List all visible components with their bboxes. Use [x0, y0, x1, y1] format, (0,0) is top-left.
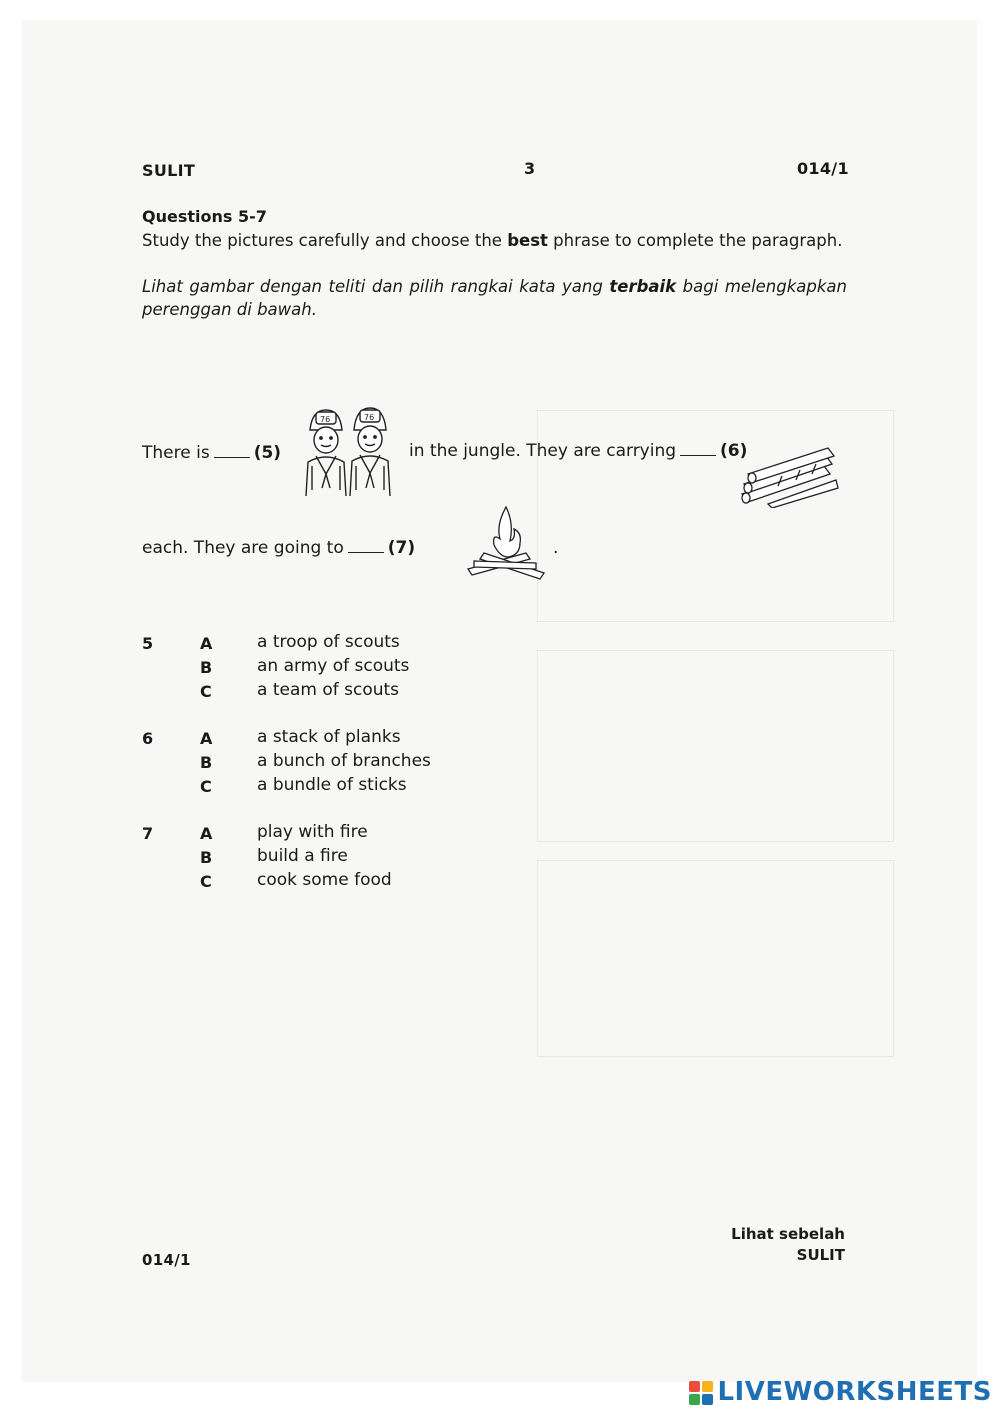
question-6-option-a-letter[interactable]: A	[200, 729, 213, 748]
question-7-option-c-text[interactable]: cook some food	[257, 870, 392, 890]
question-5-option-b-letter[interactable]: B	[200, 658, 213, 677]
scouts-illustration	[298, 404, 400, 498]
question-5-number: 5	[142, 634, 154, 653]
question-6-option-b-letter[interactable]: B	[200, 753, 213, 772]
instruction-malay-post: bagi melengkapkan perenggan di bawah.	[142, 277, 847, 319]
instruction-malay-pre: Lihat gambar dengan teliti dan pilih rangkai kata yang	[142, 277, 610, 296]
footer-right	[700, 1224, 845, 1266]
blank-5-label: (5)	[253, 443, 282, 463]
instruction-english	[142, 229, 847, 252]
show-through-box	[537, 650, 894, 842]
paragraph-text-2: in the jungle. They are carrying	[409, 441, 677, 461]
question-5-option-b-text[interactable]: an army of scouts	[257, 656, 410, 676]
liveworksheets-brand-text: LIVEWORKSHEETS	[717, 1377, 992, 1407]
question-7-option-c-letter[interactable]: C	[200, 872, 212, 891]
campfire-illustration	[466, 503, 548, 583]
paragraph-line-1	[142, 443, 281, 463]
liveworksheets-logo-icon	[689, 1381, 713, 1405]
footer-code: 014/1	[142, 1251, 191, 1269]
paragraph-line-2	[142, 538, 415, 558]
instruction-english-pre: Study the pictures carefully and choose the	[142, 231, 508, 250]
paragraph-text-3: each. They are going to	[142, 538, 344, 558]
question-6-option-a-text[interactable]: a stack of planks	[257, 727, 401, 747]
paragraph-line-1b	[409, 441, 747, 461]
question-7-option-a-text[interactable]: play with fire	[257, 822, 368, 842]
instruction-english-bold: best	[507, 231, 548, 250]
question-6-number: 6	[142, 729, 154, 748]
blank-7-label: (7)	[387, 538, 416, 558]
question-7-option-a-letter[interactable]: A	[200, 824, 213, 843]
header-page-number: 3	[524, 159, 536, 178]
instruction-malay	[142, 275, 847, 321]
question-7-option-b-letter[interactable]: B	[200, 848, 213, 867]
paragraph-period: .	[553, 538, 559, 558]
header-code: 014/1	[797, 159, 849, 178]
question-7-option-b-text[interactable]: build a fire	[257, 846, 348, 866]
svg-text:76: 76	[320, 415, 331, 424]
blank-6[interactable]	[680, 441, 716, 456]
blank-5[interactable]	[214, 443, 250, 458]
question-5-option-c-letter[interactable]: C	[200, 682, 212, 701]
header-sulit: SULIT	[142, 161, 196, 180]
svg-text:76: 76	[364, 413, 375, 422]
section-title: Questions 5-7	[142, 207, 267, 226]
instruction-malay-bold: terbaik	[609, 277, 677, 296]
question-6-option-c-letter[interactable]: C	[200, 777, 212, 796]
question-7-number: 7	[142, 824, 154, 843]
question-6-option-c-text[interactable]: a bundle of sticks	[257, 775, 407, 795]
footer-sulit: SULIT	[796, 1246, 845, 1264]
show-through-box	[537, 860, 894, 1057]
question-5-option-c-text[interactable]: a team of scouts	[257, 680, 400, 700]
paragraph-text-1: There is	[142, 443, 210, 463]
sticks-bundle-illustration	[738, 446, 842, 508]
blank-6-label: (6)	[720, 441, 748, 461]
footer-next-page: Lihat sebelah	[731, 1225, 845, 1243]
question-5-option-a-letter[interactable]: A	[200, 634, 213, 653]
blank-7[interactable]	[348, 538, 384, 553]
question-6-option-b-text[interactable]: a bunch of branches	[257, 751, 431, 771]
liveworksheets-brand[interactable]	[689, 1377, 992, 1407]
instruction-english-post: phrase to complete the paragraph.	[547, 231, 843, 250]
question-5-option-a-text[interactable]: a troop of scouts	[257, 632, 400, 652]
